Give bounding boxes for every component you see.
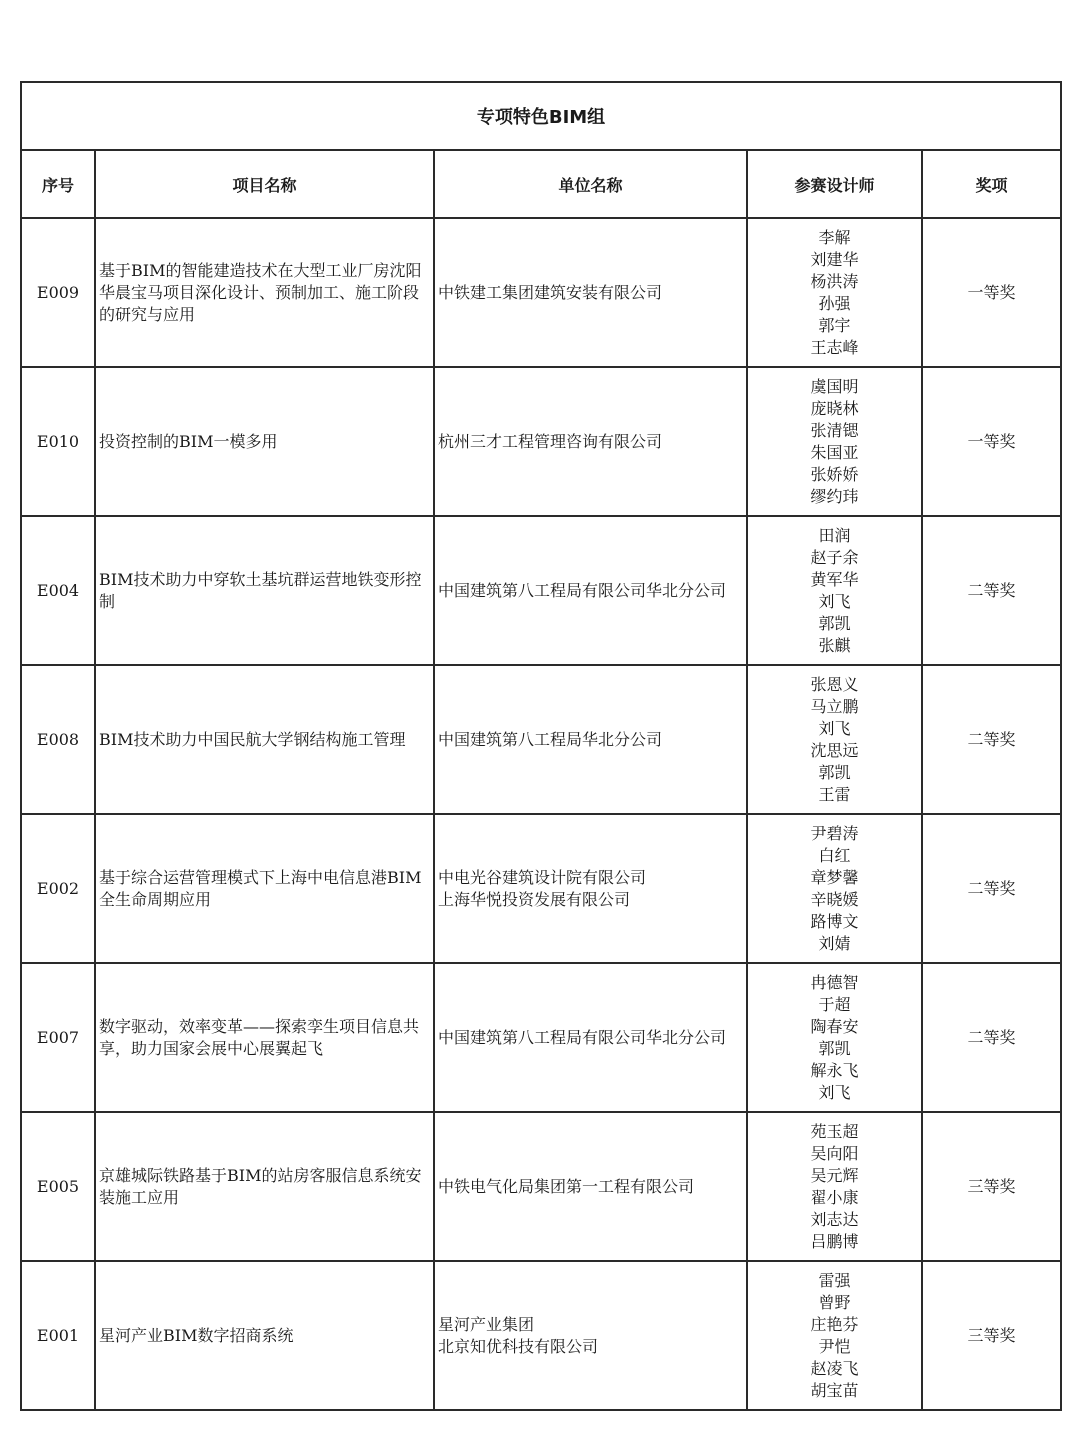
designer-name: 张清锶 — [810, 420, 859, 440]
designer-name: 刘志达 — [810, 1209, 859, 1229]
cell-project — [95, 963, 434, 1112]
designer-name: 雷强 — [818, 1270, 851, 1290]
cell-unit — [434, 367, 747, 516]
unit-name: 星河产业集团 — [438, 1314, 535, 1334]
award-table — [20, 81, 1062, 1411]
designer-name: 吕鹏博 — [810, 1231, 859, 1251]
project-name: 投资控制的BIM一模多用 — [99, 431, 278, 451]
designer-name: 沈思远 — [810, 740, 859, 760]
header-designers: 参赛设计师 — [747, 150, 922, 218]
designer-name: 黄军华 — [810, 569, 859, 589]
designer-name: 马立鹏 — [810, 696, 859, 716]
designer-name: 孙强 — [818, 293, 851, 313]
designer-name: 胡宝苗 — [810, 1380, 859, 1400]
designer-name: 白红 — [818, 845, 851, 865]
cell-unit — [434, 516, 747, 665]
cell-project — [95, 1261, 434, 1410]
header-project: 项目名称 — [95, 150, 434, 218]
table-row — [21, 218, 1061, 367]
table-row — [21, 1112, 1061, 1261]
designer-name: 郭凯 — [818, 1038, 851, 1058]
header-unit: 单位名称 — [434, 150, 747, 218]
cell-unit — [434, 963, 747, 1112]
designer-name: 赵凌飞 — [810, 1358, 859, 1378]
cell-project — [95, 367, 434, 516]
cell-award: 一等奖 — [922, 367, 1061, 516]
unit-name: 中国建筑第八工程局华北分公司 — [438, 729, 663, 749]
cell-seq: E009 — [21, 218, 95, 367]
project-name: BIM技术助力中穿软土基坑群运营地铁变形控制 — [99, 569, 422, 611]
designer-name: 郭凯 — [818, 762, 851, 782]
cell-seq: E008 — [21, 665, 95, 814]
designer-name: 张麒 — [818, 635, 851, 655]
designer-name: 张娇娇 — [810, 464, 859, 484]
cell-project — [95, 516, 434, 665]
project-name: 基于综合运营管理模式下上海中电信息港BIM全生命周期应用 — [99, 867, 422, 909]
project-name: 星河产业BIM数字招商系统 — [99, 1325, 294, 1345]
table-row — [21, 1261, 1061, 1410]
header-seq: 序号 — [21, 150, 95, 218]
cell-designers — [747, 1112, 922, 1261]
designer-name: 吴元辉 — [810, 1165, 859, 1185]
cell-award: 一等奖 — [922, 218, 1061, 367]
designer-name: 杨洪涛 — [810, 271, 859, 291]
designer-name: 于超 — [818, 994, 851, 1014]
designer-name: 王志峰 — [810, 337, 859, 357]
unit-name: 中国建筑第八工程局有限公司华北分公司 — [438, 1027, 727, 1047]
unit-name: 中电光谷建筑设计院有限公司 — [438, 867, 647, 887]
header-row — [21, 150, 1061, 218]
cell-unit — [434, 665, 747, 814]
cell-designers — [747, 665, 922, 814]
title-row — [21, 82, 1061, 150]
unit-name: 中国建筑第八工程局有限公司华北分公司 — [438, 580, 727, 600]
designer-name: 虞国明 — [810, 376, 859, 396]
cell-seq: E001 — [21, 1261, 95, 1410]
table-row — [21, 367, 1061, 516]
table-row — [21, 665, 1061, 814]
designer-name: 庄艳芬 — [810, 1314, 859, 1334]
unit-name: 北京知优科技有限公司 — [438, 1336, 599, 1356]
designer-name: 赵子余 — [810, 547, 859, 567]
project-name: 京雄城际铁路基于BIM的站房客服信息系统安装施工应用 — [99, 1165, 422, 1207]
designer-name: 解永飞 — [810, 1060, 859, 1080]
cell-unit — [434, 1261, 747, 1410]
cell-award: 二等奖 — [922, 963, 1061, 1112]
cell-seq: E005 — [21, 1112, 95, 1261]
designer-name: 刘飞 — [818, 718, 851, 738]
designer-name: 刘飞 — [818, 591, 851, 611]
designer-name: 朱国亚 — [810, 442, 859, 462]
designer-name: 王雷 — [818, 784, 851, 804]
table-row — [21, 516, 1061, 665]
table-row — [21, 963, 1061, 1112]
designer-name: 郭宇 — [818, 315, 851, 335]
cell-project — [95, 814, 434, 963]
project-name: 数字驱动，效率变革——探索孪生项目信息共享，助力国家会展中心展翼起飞 — [99, 1016, 420, 1058]
cell-designers — [747, 218, 922, 367]
cell-seq: E004 — [21, 516, 95, 665]
cell-unit — [434, 1112, 747, 1261]
cell-designers — [747, 1261, 922, 1410]
cell-award: 三等奖 — [922, 1112, 1061, 1261]
cell-designers — [747, 814, 922, 963]
designer-name: 庞晓林 — [810, 398, 859, 418]
designer-name: 尹碧涛 — [810, 823, 859, 843]
designer-name: 缪约玮 — [810, 486, 859, 506]
designer-name: 郭凯 — [818, 613, 851, 633]
designer-name: 翟小康 — [810, 1187, 859, 1207]
header-award: 奖项 — [922, 150, 1061, 218]
cell-seq: E002 — [21, 814, 95, 963]
designer-name: 尹恺 — [818, 1336, 851, 1356]
cell-award: 二等奖 — [922, 814, 1061, 963]
designer-name: 陶春安 — [810, 1016, 859, 1036]
designer-name: 刘建华 — [810, 249, 859, 269]
cell-designers — [747, 367, 922, 516]
unit-name: 上海华悦投资发展有限公司 — [438, 889, 631, 909]
cell-award: 三等奖 — [922, 1261, 1061, 1410]
designer-name: 刘婧 — [818, 933, 851, 953]
unit-name: 杭州三才工程管理咨询有限公司 — [438, 431, 663, 451]
project-name: 基于BIM的智能建造技术在大型工业厂房沈阳华晨宝马项目深化设计、预制加工、施工阶段的研究与应用 — [99, 260, 422, 324]
cell-designers — [747, 516, 922, 665]
designer-name: 冉德智 — [810, 972, 859, 992]
cell-seq: E007 — [21, 963, 95, 1112]
designer-name: 苑玉超 — [810, 1121, 859, 1141]
designer-name: 张恩义 — [810, 674, 859, 694]
cell-project — [95, 665, 434, 814]
table-title: 专项特色BIM组 — [21, 82, 1061, 150]
designer-name: 路博文 — [810, 911, 859, 931]
designer-name: 李解 — [818, 227, 851, 247]
cell-seq: E010 — [21, 367, 95, 516]
cell-designers — [747, 963, 922, 1112]
designer-name: 章梦馨 — [810, 867, 859, 887]
unit-name: 中铁建工集团建筑安装有限公司 — [438, 282, 663, 302]
cell-unit — [434, 218, 747, 367]
cell-project — [95, 218, 434, 367]
designer-name: 辛晓媛 — [810, 889, 859, 909]
cell-project — [95, 1112, 434, 1261]
designer-name: 吴向阳 — [810, 1143, 859, 1163]
table-row — [21, 814, 1061, 963]
cell-award: 二等奖 — [922, 665, 1061, 814]
designer-name: 田润 — [818, 525, 851, 545]
cell-unit — [434, 814, 747, 963]
unit-name: 中铁电气化局集团第一工程有限公司 — [438, 1176, 695, 1196]
designer-name: 刘飞 — [818, 1082, 851, 1102]
project-name: BIM技术助力中国民航大学钢结构施工管理 — [99, 729, 406, 749]
designer-name: 曾野 — [818, 1292, 851, 1312]
cell-award: 二等奖 — [922, 516, 1061, 665]
